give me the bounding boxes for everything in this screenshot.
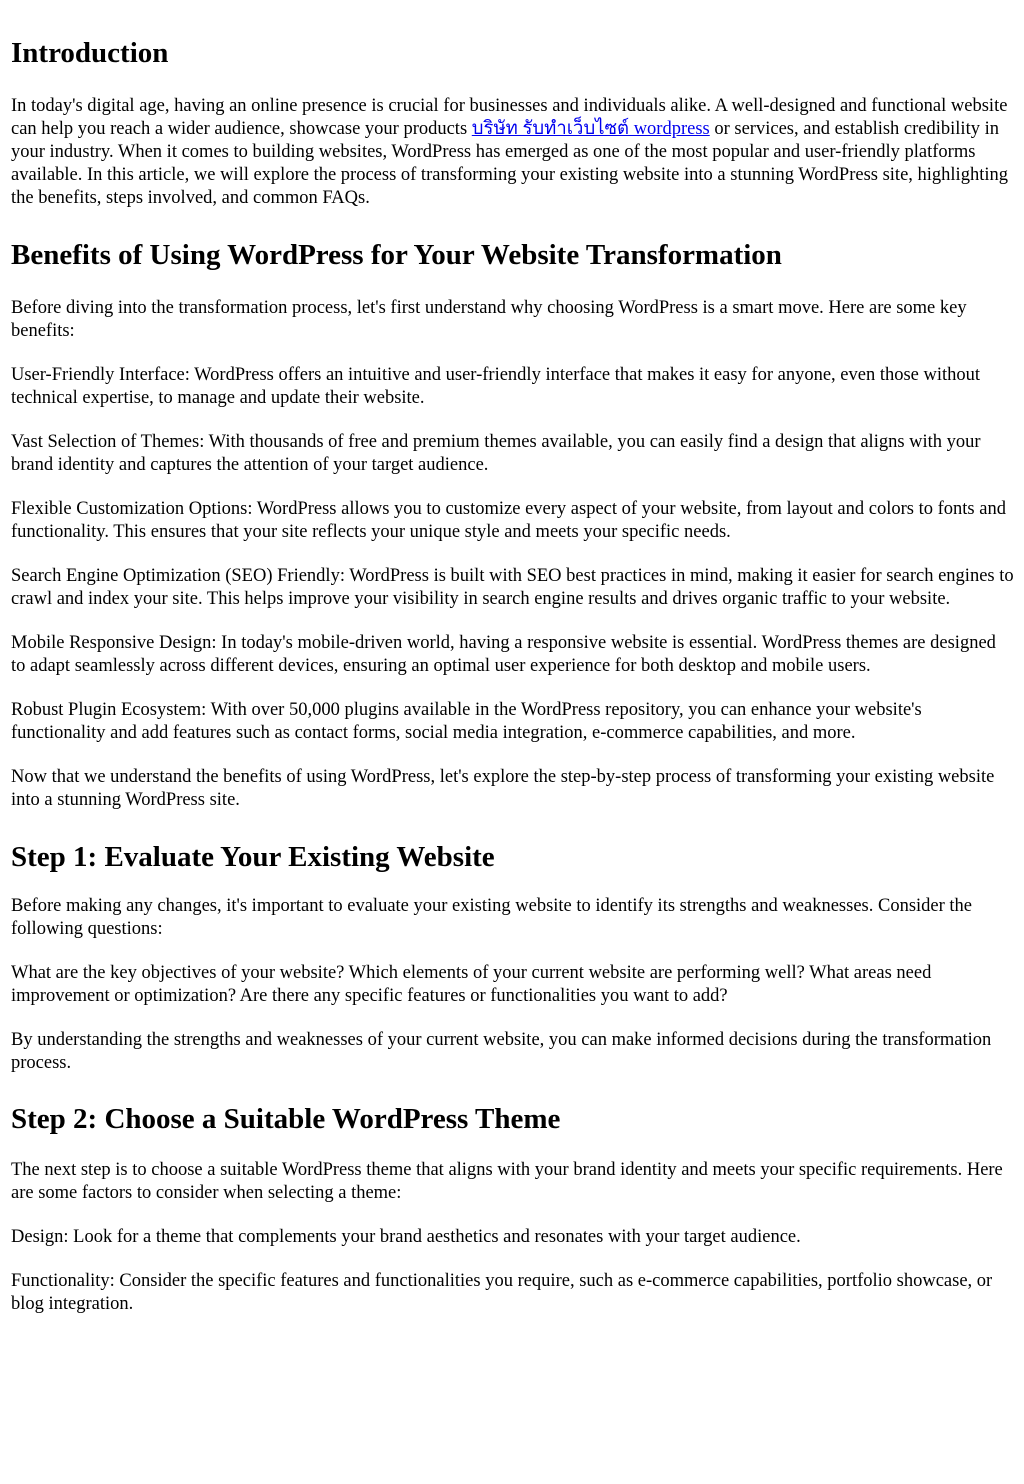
document-page — [0, 36, 1024, 1316]
benefit-vast-selection-themes: Vast Selection of Themes: With thousands of free and premium themes available, you can easily find a design that aligns with your brand identity and captures the attention of your target audience. — [11, 432, 981, 475]
benefit-seo-friendly: Search Engine Optimization (SEO) Friendly: WordPress is built with SEO best practices in mind, making it easier for search engines to crawl and index your site. This helps improve your visibility in search engine results and drives organic traffic to your website. — [11, 566, 1014, 609]
intro-paragraph — [11, 95, 1014, 210]
benefit-flexible-customization: Flexible Customization Options: WordPress allows you to customize every aspect of your website, from layout and colors to fonts and functionality. This ensures that your site reflects your unique style and meets your specific needs. — [11, 499, 1006, 542]
intro-text-before-link: In today's digital age, having an online presence is crucial for businesses and individuals alike. A well-designed and functional website can help you reach a wider audience, showcase your products — [11, 96, 1008, 139]
step2-design-factor: Design: Look for a theme that complements your brand aesthetics and resonates with your target audience. — [11, 1227, 801, 1247]
intro-text-after-link: or services, and establish credibility in your industry. When it comes to building websites, WordPress has emerged as one of the most popular and user-friendly platforms available. In this article, we will explore the process of transforming your existing website into a stunning WordPress site, highlighting the benefits, steps involved, and common FAQs. — [11, 119, 1008, 208]
benefit-plugin-ecosystem: Robust Plugin Ecosystem: With over 50,000 plugins available in the WordPress repository, you can enhance your website's functionality and add features such as contact forms, social media integration, e-commerce capabilities, and more. — [11, 700, 922, 743]
step2-intro-paragraph: The next step is to choose a suitable WordPress theme that aligns with your brand identity and meets your specific requirements. Here are some factors to consider when selecting a theme: — [11, 1160, 1003, 1203]
benefit-mobile-responsive: Mobile Responsive Design: In today's mobile-driven world, having a responsive website is essential. WordPress themes are designed to adapt seamlessly across different devices, ensuring an optimal user experience for both desktop and mobile users. — [11, 633, 996, 676]
heading-step-2: Step 2: Choose a Suitable WordPress Theme — [11, 1103, 561, 1135]
benefit-user-friendly-interface: User-Friendly Interface: WordPress offers an intuitive and user-friendly interface that makes it easy for anyone, even those without technical expertise, to manage and update their website. — [11, 365, 981, 408]
benefits-outro-paragraph: Now that we understand the benefits of using WordPress, let's explore the step-by-step process of transforming your existing website into a stunning WordPress site. — [11, 767, 995, 810]
heading-benefits: Benefits of Using WordPress for Your Website Transformation — [11, 239, 782, 271]
benefits-intro-paragraph: Before diving into the transformation process, let's first understand why choosing WordPress is a smart move. Here are some key benefits: — [11, 298, 967, 341]
step1-intro-paragraph: Before making any changes, it's important to evaluate your existing website to identify its strengths and weaknesses. Consider the following questions: — [11, 896, 973, 939]
heading-introduction: Introduction — [11, 37, 169, 69]
step1-outro-paragraph: By understanding the strengths and weaknesses of your current website, you can make informed decisions during the transformation process. — [11, 1030, 992, 1073]
step1-questions-paragraph: What are the key objectives of your website? Which elements of your current website are performing well? What areas need improvement or optimization? Are there any specific features or functionalities you want to add? — [11, 963, 932, 1006]
wordpress-company-link[interactable]: บริษัท รับทำเว็บไซต์ wordpress — [471, 119, 710, 139]
step2-functionality-factor: Functionality: Consider the specific features and functionalities you require, such as e-commerce capabilities, portfolio showcase, or blog integration. — [11, 1271, 993, 1314]
heading-step-1: Step 1: Evaluate Your Existing Website — [11, 841, 495, 873]
